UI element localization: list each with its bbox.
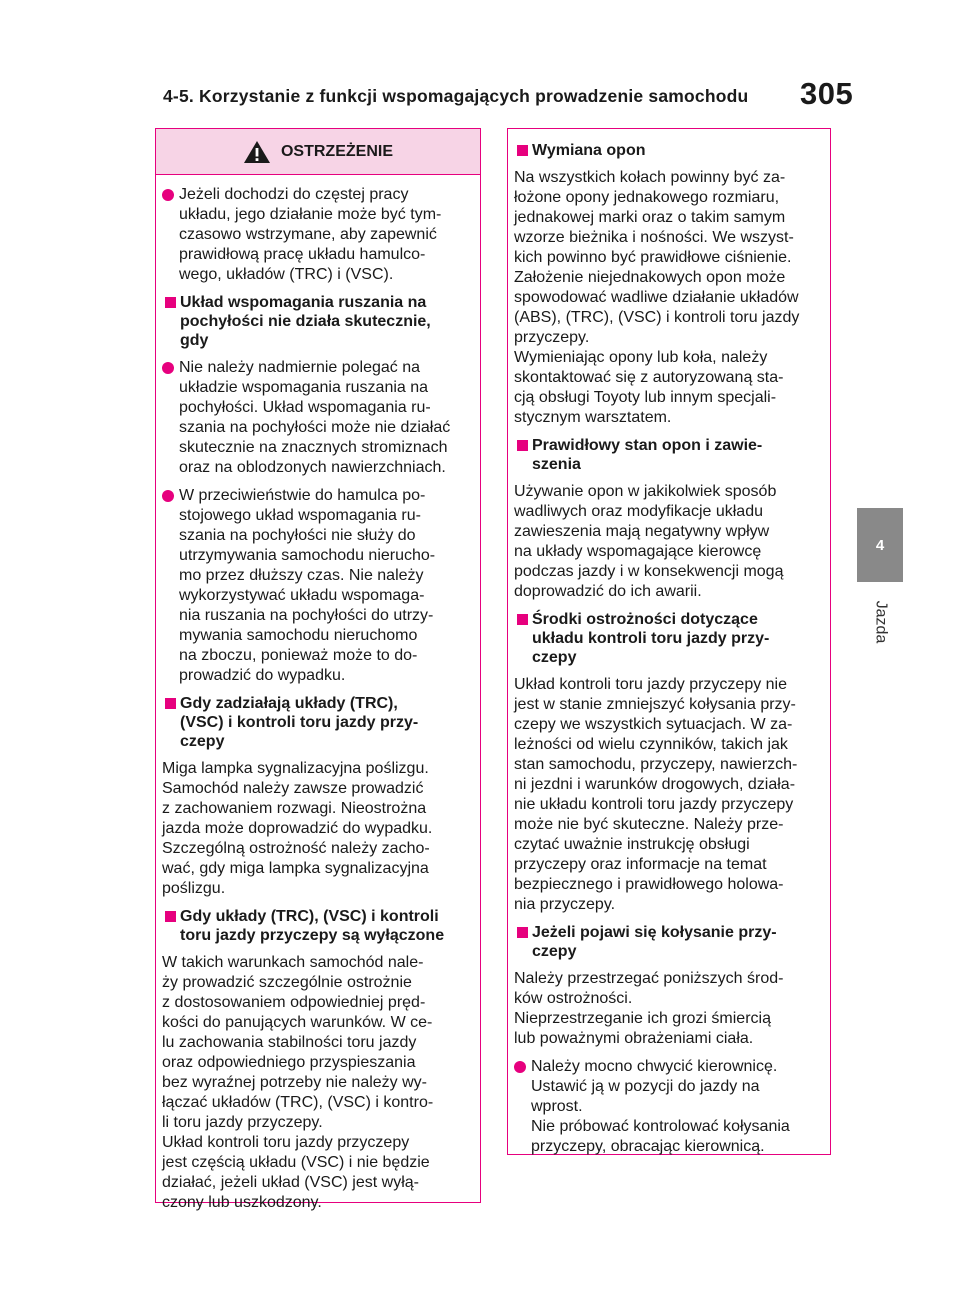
text-line: układu kontroli toru jazdy przy-	[532, 630, 770, 647]
text-line: Prawidłowy stan opon i zawie-	[532, 437, 763, 454]
text-line: spowodować wadliwe działanie układów	[514, 289, 799, 306]
warning-header	[156, 129, 480, 175]
text-line: Gdy układy (TRC), (VSC) i kontroli	[180, 908, 439, 925]
chapter-label: Jazda	[872, 600, 890, 644]
text-line: poślizgu.	[162, 880, 226, 897]
bullet-item	[514, 1057, 830, 1157]
text-line: czepy	[532, 943, 577, 960]
text-line: z zachowaniem rozwagi. Nieostrożna	[162, 800, 427, 817]
text-line: Założenie niejednakowych opon może	[514, 269, 786, 286]
section-heading	[162, 694, 480, 751]
text-line: wprost.	[531, 1098, 583, 1115]
text-line: ży prowadzić szczególnie ostrożnie	[162, 974, 412, 991]
text-line: Układ kontroli toru jazdy przyczepy	[162, 1134, 410, 1151]
section-heading	[514, 923, 830, 961]
square-bullet-icon	[517, 927, 528, 938]
text-line: na zboczu, ponieważ może to do-	[179, 647, 418, 664]
square-bullet-icon	[165, 911, 176, 922]
text-line: pochyłości. Układ wspomagania ru-	[179, 399, 431, 416]
chapter-tab: 4	[857, 508, 903, 582]
text-line: wykorzystywać układu wspomaga-	[179, 587, 425, 604]
text-line: Należy przestrzegać poniższych środ-	[514, 970, 784, 987]
info-box	[507, 128, 831, 1155]
text-line: toru jazdy przyczepy są wyłączone	[180, 927, 445, 944]
text-line: lub poważnymi obrażeniami ciała.	[514, 1030, 754, 1047]
text-line: czepy	[180, 733, 225, 750]
text-line: nia przyczepy.	[514, 896, 616, 913]
text-line: wzorze bieżnika i nośności. We wszyst-	[514, 229, 794, 246]
text-line: Środki ostrożności dotyczące	[532, 611, 758, 628]
text-line: działać, jeżeli układ (VSC) jest wyłą-	[162, 1174, 419, 1191]
text-line: skutecznie na znacznych stromiznach	[179, 439, 448, 456]
text-line: podczas jazdy i w konsekwencji mogą	[514, 563, 784, 580]
text-line: utrzymywania samochodu nierucho-	[179, 547, 436, 564]
text-line: Układ kontroli toru jazdy przyczepy nie	[514, 676, 788, 693]
text-line: cją obsługi Toyoty lub innym specjali-	[514, 389, 777, 406]
square-bullet-icon	[165, 297, 176, 308]
warning-box	[155, 128, 481, 1211]
text-line: Wymiana opon	[532, 142, 646, 159]
text-line: gdy	[180, 332, 209, 349]
paragraph	[514, 675, 830, 915]
text-line: może nie być skuteczne. Należy prze-	[514, 816, 784, 833]
text-line: Samochód należy zawsze prowadzić	[162, 780, 424, 797]
text-line: ków ostrożności.	[514, 990, 633, 1007]
paragraph	[514, 168, 830, 428]
text-line: stojowego układ wspomagania ru-	[179, 507, 421, 524]
round-bullet-icon	[162, 362, 174, 374]
text-line: W przeciwieństwie do hamulca po-	[179, 487, 426, 504]
text-line: czytać uważnie instrukcję obsługi	[514, 836, 750, 853]
page-number: 305	[800, 76, 854, 111]
text-line: czepy	[532, 649, 577, 666]
text-line: układzie wspomagania ruszania na	[179, 379, 429, 396]
text-line: lu zachowania stabilności toru jazdy	[162, 1034, 417, 1051]
text-line: bezpiecznego i prawidłowego holowa-	[514, 876, 784, 893]
text-line: skontaktować się z autoryzowaną sta-	[514, 369, 784, 386]
text-line: Szczególną ostrożność należy zacho-	[162, 840, 430, 857]
section-heading	[514, 141, 830, 160]
round-bullet-icon	[514, 1061, 526, 1073]
text-line: Gdy zadziałają układy (TRC),	[180, 695, 398, 712]
text-line: kości do panujących warunków. W ce-	[162, 1014, 433, 1031]
text-line: prowadzić do wypadku.	[179, 667, 346, 684]
text-line: czasowo wstrzymane, aby zapewnić	[179, 226, 437, 243]
text-line: Nie próbować kontrolować kołysania	[531, 1118, 790, 1135]
text-line: wego, układów (TRC) i (VSC).	[179, 266, 394, 283]
round-bullet-icon	[162, 189, 174, 201]
text-line: jednakowej marki oraz o takim samym	[514, 209, 786, 226]
text-line: łożone opony jednakowego rozmiaru,	[514, 189, 780, 206]
warning-triangle-icon	[243, 140, 271, 164]
text-line: wać, gdy miga lampka sygnalizacyjna	[162, 860, 429, 877]
bullet-item	[162, 185, 480, 285]
text-line: bez wyraźnej potrzeby nie należy wy-	[162, 1074, 428, 1091]
chapter-label-container	[868, 592, 892, 652]
text-line: na układy wspomagające kierowcę	[514, 543, 762, 560]
section-heading	[514, 436, 830, 474]
text-line: Wymieniając opony lub koła, należy	[514, 349, 768, 366]
text-line: W takich warunkach samochód nale-	[162, 954, 424, 971]
text-line: Nieprzestrzeganie ich grozi śmiercią	[514, 1010, 771, 1027]
text-line: jest w stanie zmniejszyć kołysania przy-	[514, 696, 796, 713]
text-line: przyczepy oraz informacje na temat	[514, 856, 767, 873]
text-line: Ustawić ją w pozycji do jazdy na	[531, 1078, 760, 1095]
warning-title: OSTRZEŻENIE	[280, 142, 393, 160]
text-line: leżności od wielu czynników, takich jak	[514, 736, 788, 753]
text-line: Nie należy nadmiernie polegać na	[179, 359, 421, 376]
text-line: stycznym warsztatem.	[514, 409, 672, 426]
info-content	[508, 129, 830, 1157]
bullet-item	[162, 486, 480, 686]
bullet-item	[162, 358, 480, 478]
text-line: mo przez dłuższy czas. Nie należy	[179, 567, 424, 584]
text-line: pochyłości nie działa skutecznie,	[180, 313, 431, 330]
paragraph	[162, 953, 480, 1213]
square-bullet-icon	[517, 145, 528, 156]
text-line: nie układu kontroli toru jazdy przyczepy	[514, 796, 794, 813]
text-line: zawieszenia mają negatywny wpływ	[514, 523, 770, 540]
section-heading	[162, 293, 480, 350]
text-line: szenia	[532, 456, 581, 473]
text-line: przyczepy.	[514, 329, 590, 346]
text-line: mywania samochodu nieruchomo	[179, 627, 418, 644]
text-line: Jeżeli dochodzi do częstej pracy	[179, 186, 409, 203]
text-line: stan samochodu, przyczepy, nawierzch-	[514, 756, 798, 773]
text-line: (VSC) i kontroli toru jazdy przy-	[180, 714, 419, 731]
text-line: oraz odpowiedniego przyspieszania	[162, 1054, 416, 1071]
text-line: Używanie opon w jakikolwiek sposób	[514, 483, 777, 500]
round-bullet-icon	[162, 490, 174, 502]
text-line: szania na pochyłości może nie działać	[179, 419, 451, 436]
text-line: ni jezdni i warunków drogowych, działa-	[514, 776, 796, 793]
text-line: przyczepy, obracając kierownicą.	[531, 1138, 765, 1155]
text-line: li toru jazdy przyczepy.	[162, 1114, 323, 1131]
text-line: czony lub uszkodzony.	[162, 1194, 322, 1211]
text-line: szania na pochyłości nie służy do	[179, 527, 416, 544]
square-bullet-icon	[517, 614, 528, 625]
text-line: Jeżeli pojawi się kołysanie przy-	[532, 924, 777, 941]
square-bullet-icon	[165, 698, 176, 709]
text-line: (ABS), (TRC), (VSC) i kontroli toru jazdy	[514, 309, 800, 326]
text-line: nia ruszania na pochyłości do utrzy-	[179, 607, 434, 624]
section-heading	[514, 610, 830, 667]
text-line: kich powinno być prawidłowe ciśnienie.	[514, 249, 792, 266]
text-line: Na wszystkich kołach powinny być za-	[514, 169, 786, 186]
text-line: układu, jego działanie może być tym-	[179, 206, 442, 223]
text-line: czepy we wszystkich sytuacjach. W za-	[514, 716, 793, 733]
text-line: prawidłową pracę układu hamulco-	[179, 246, 426, 263]
paragraph	[162, 759, 480, 899]
text-line: Należy mocno chwycić kierownicę.	[531, 1058, 778, 1075]
paragraph	[514, 482, 830, 602]
text-line: łączać układów (TRC), (VSC) i kontro-	[162, 1094, 434, 1111]
text-line: Układ wspomagania ruszania na	[180, 294, 427, 311]
square-bullet-icon	[517, 440, 528, 451]
text-line: jest częścią układu (VSC) i nie będzie	[162, 1154, 430, 1171]
section-heading	[162, 907, 480, 945]
text-line: jazda może doprowadzić do wypadku.	[162, 820, 433, 837]
text-line: oraz na oblodzonych nawierzchniach.	[179, 459, 446, 476]
section-title: 4-5. Korzystanie z funkcji wspomagających prowadzenie samochodu	[163, 86, 749, 106]
text-line: doprowadzić do ich awarii.	[514, 583, 702, 600]
text-line: z dostosowaniem odpowiedniej pręd-	[162, 994, 426, 1011]
text-line: wadliwych oraz modyfikacje układu	[514, 503, 763, 520]
warning-content	[156, 185, 480, 1213]
text-line: Miga lampka sygnalizacyjna poślizgu.	[162, 760, 429, 777]
paragraph	[514, 969, 830, 1049]
